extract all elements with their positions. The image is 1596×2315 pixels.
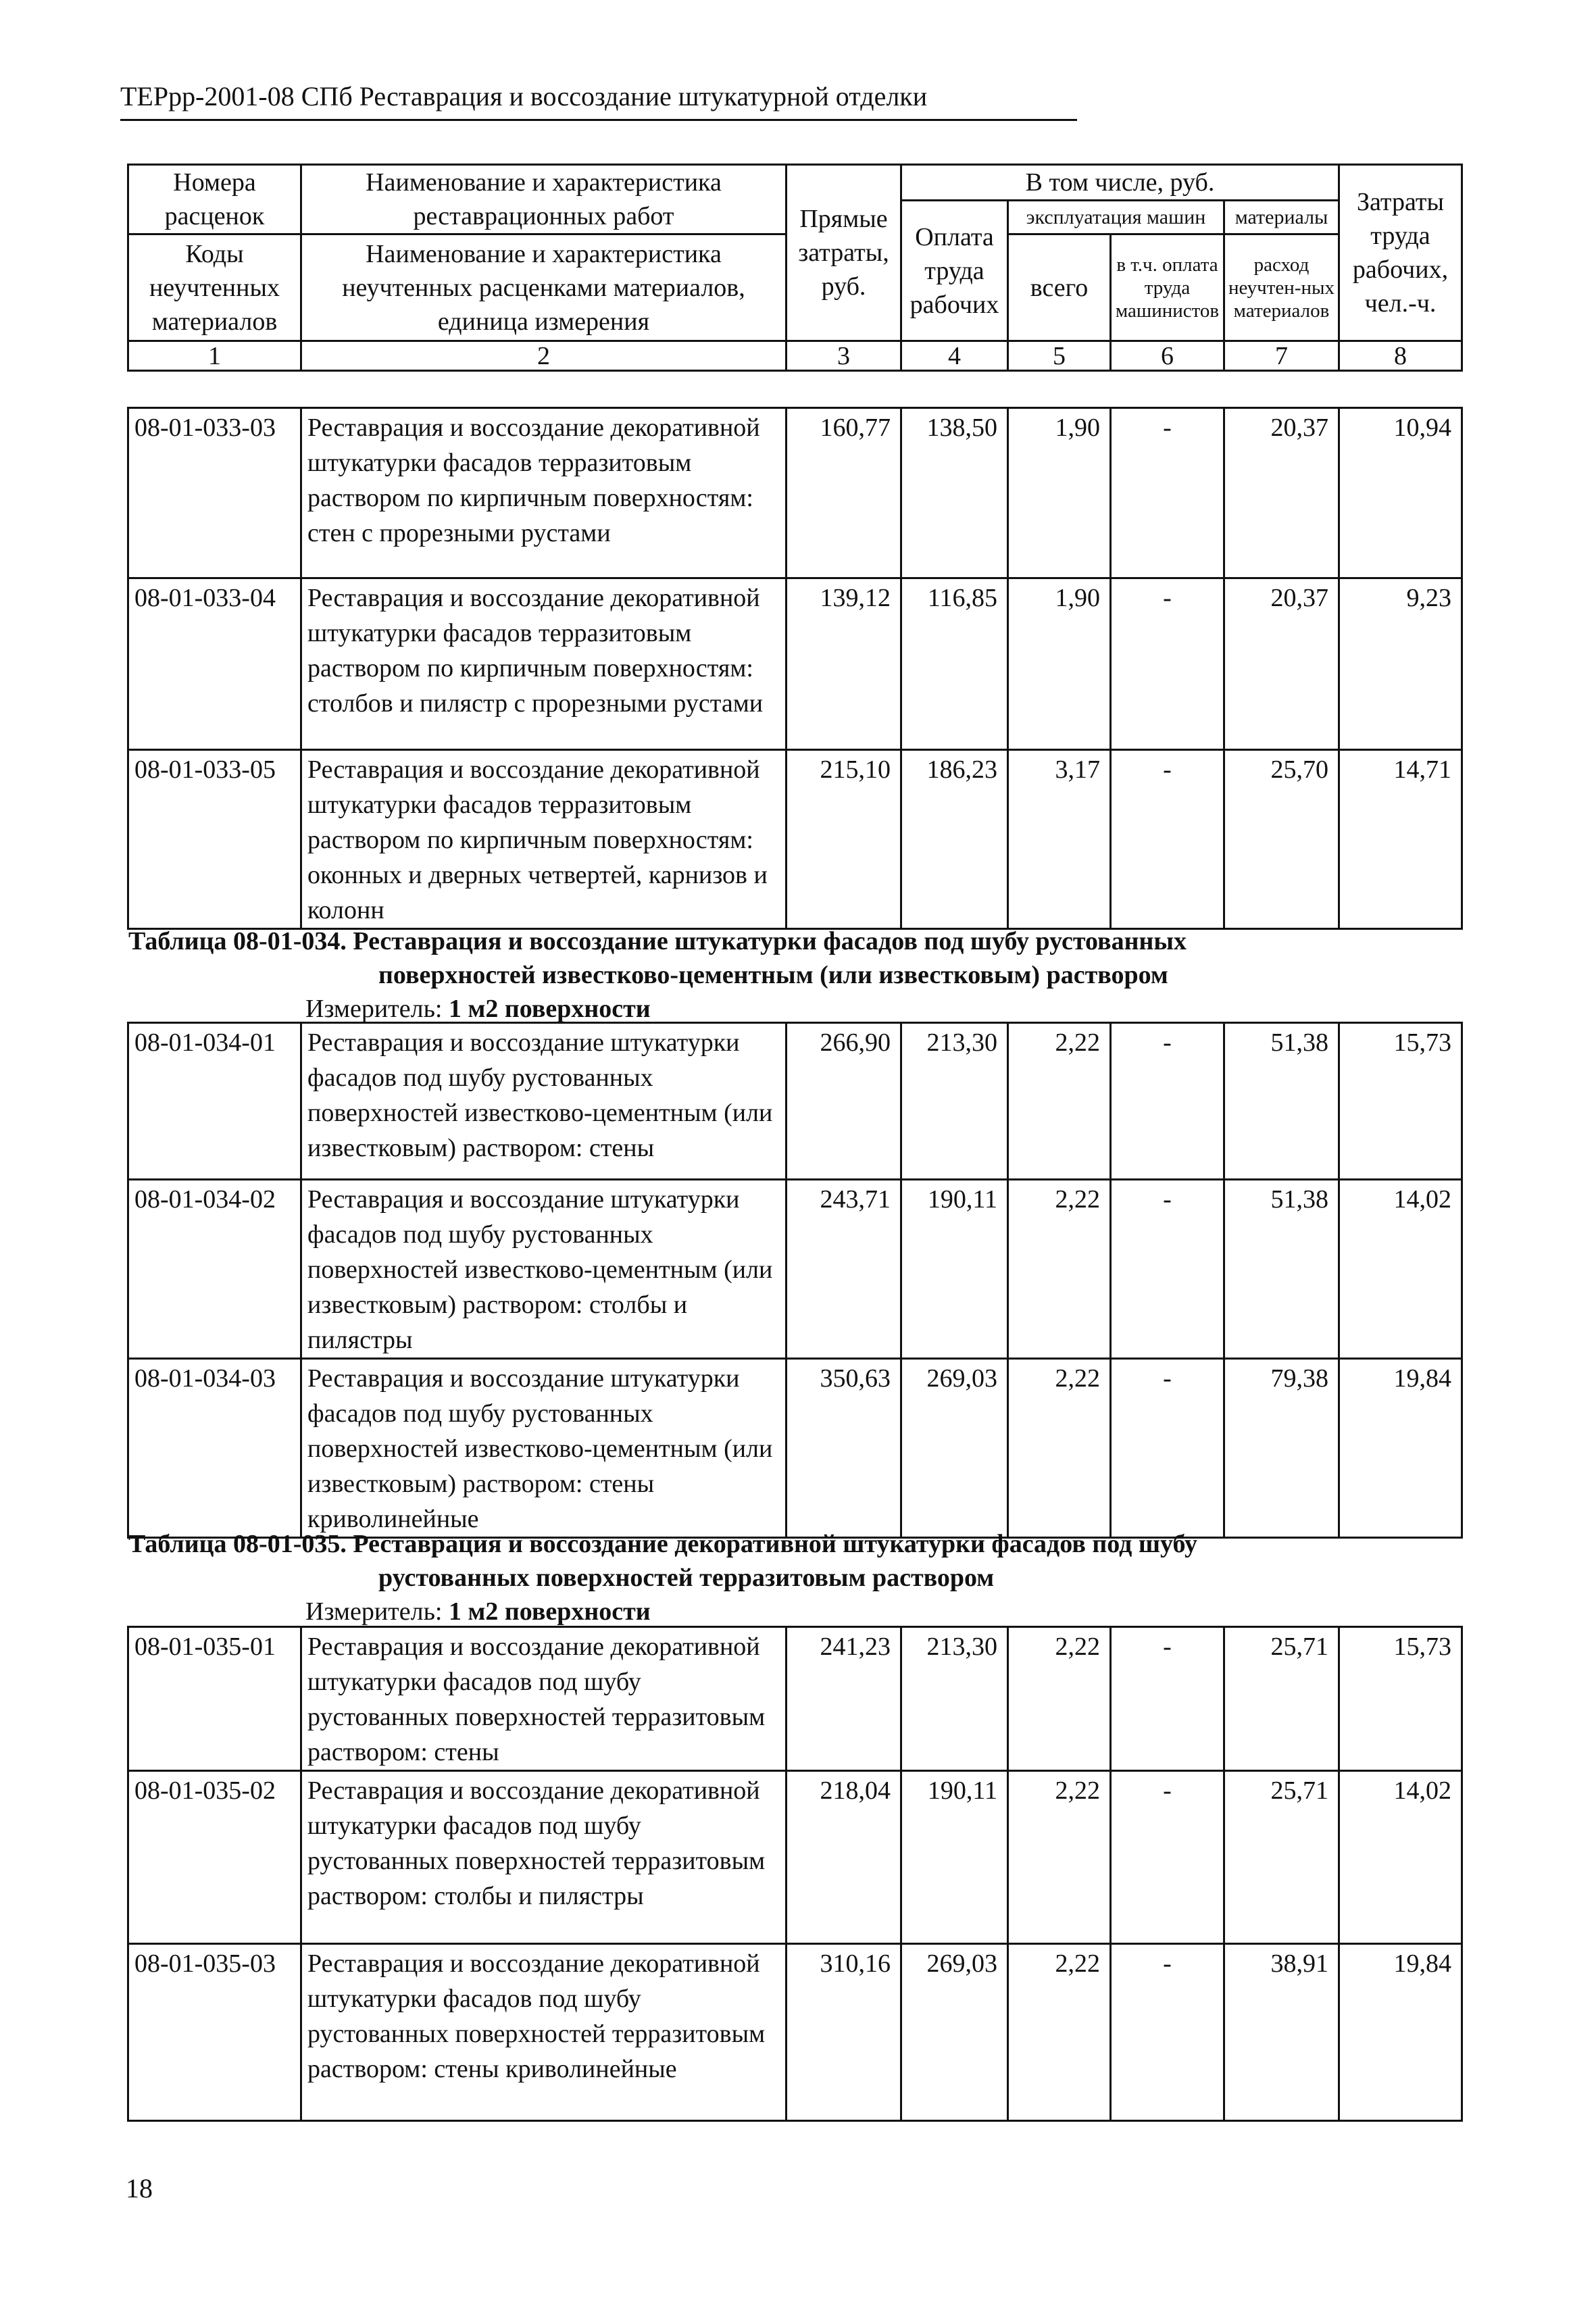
column-index: 1	[128, 341, 301, 371]
materials-cost: 79,38	[1224, 1359, 1339, 1538]
materials-cost: 25,71	[1224, 1627, 1339, 1771]
labor-cost: 269,03	[901, 1359, 1008, 1538]
table-title-035	[128, 1527, 1331, 1595]
machinist-cost: -	[1111, 1771, 1224, 1944]
table-title-line: рустованных поверхностей терразитовым раствором	[378, 1564, 995, 1592]
column-index: 2	[301, 341, 787, 371]
measure-value: 1 м2 поверхности	[449, 1597, 651, 1626]
header-col4: Оплата труда рабочих	[901, 201, 1008, 341]
materials-cost: 20,37	[1224, 408, 1339, 578]
table-title-034	[128, 924, 1331, 992]
machinist-cost: -	[1111, 1944, 1224, 2121]
machinist-cost: -	[1111, 750, 1224, 929]
direct-cost: 139,12	[787, 578, 901, 750]
machine-cost: 1,90	[1008, 578, 1111, 750]
machinist-cost: -	[1111, 1627, 1224, 1771]
header-materials: материалы	[1224, 201, 1339, 234]
table-row	[128, 408, 1462, 578]
labor-hours: 14,02	[1339, 1771, 1462, 1944]
materials-cost: 25,70	[1224, 750, 1339, 929]
materials-cost: 51,38	[1224, 1180, 1339, 1359]
measure-value: 1 м2 поверхности	[449, 995, 651, 1023]
header-col7: расход неучтен-ных материалов	[1224, 234, 1339, 341]
measure-label: Измеритель:	[305, 1597, 443, 1626]
rate-description: Реставрация и воссоздание штукатурки фасадов под шубу рустованных поверхностей известково-цементным (или известковым) раствором: стены криволинейные	[301, 1359, 787, 1538]
labor-cost: 213,30	[901, 1627, 1008, 1771]
rate-description: Реставрация и воссоздание штукатурки фасадов под шубу рустованных поверхностей известково-цементным (или известковым) раствором: стены	[301, 1023, 787, 1180]
rate-code: 08-01-034-03	[128, 1359, 301, 1538]
rate-code: 08-01-035-01	[128, 1627, 301, 1771]
machinist-cost: -	[1111, 1180, 1224, 1359]
labor-cost: 116,85	[901, 578, 1008, 750]
running-title: ТЕРрр-2001-08 СПб Реставрация и воссоздание штукатурной отделки	[120, 80, 1077, 121]
materials-cost: 51,38	[1224, 1023, 1339, 1180]
machine-cost: 2,22	[1008, 1023, 1111, 1180]
direct-cost: 243,71	[787, 1180, 901, 1359]
rate-description: Реставрация и воссоздание декоративной штукатурки фасадов терразитовым раствором по кирпичным поверхностям: столбов и пилястр с прорезными рустами	[301, 578, 787, 750]
labor-hours: 9,23	[1339, 578, 1462, 750]
rate-code: 08-01-034-02	[128, 1180, 301, 1359]
materials-cost: 20,37	[1224, 578, 1339, 750]
labor-hours: 15,73	[1339, 1627, 1462, 1771]
rate-description: Реставрация и воссоздание декоративной штукатурки фасадов терразитовым раствором по кирпичным поверхностям: стен с прорезными рустами	[301, 408, 787, 578]
table-row	[128, 750, 1462, 929]
direct-cost: 241,23	[787, 1627, 901, 1771]
rate-code: 08-01-033-04	[128, 578, 301, 750]
measure-unit-034	[305, 993, 651, 1024]
labor-hours: 14,02	[1339, 1180, 1462, 1359]
table-title-line: поверхностей известково-цементным (или известковым) раствором	[378, 961, 1168, 989]
rates-table-033	[127, 407, 1463, 930]
rate-description: Реставрация и воссоздание декоративной штукатурки фасадов терразитовым раствором по кирпичным поверхностям: оконных и дверных четвертей, карнизов и колонн	[301, 750, 787, 929]
machinist-cost: -	[1111, 1359, 1224, 1538]
materials-cost: 38,91	[1224, 1944, 1339, 2121]
rate-description: Реставрация и воссоздание декоративной штукатурки фасадов под шубу рустованных поверхностей терразитовым раствором: стены криволинейные	[301, 1944, 787, 2121]
machine-cost: 2,22	[1008, 1359, 1111, 1538]
direct-cost: 218,04	[787, 1771, 901, 1944]
measure-unit-035	[305, 1596, 651, 1627]
header-machines: эксплуатация машин	[1008, 201, 1224, 234]
machinist-cost: -	[1111, 578, 1224, 750]
rate-code: 08-01-033-05	[128, 750, 301, 929]
rate-code: 08-01-035-03	[128, 1944, 301, 2121]
direct-cost: 160,77	[787, 408, 901, 578]
table-row	[128, 1180, 1462, 1359]
rate-code: 08-01-034-01	[128, 1023, 301, 1180]
direct-cost: 215,10	[787, 750, 901, 929]
labor-cost: 138,50	[901, 408, 1008, 578]
page-number: 18	[126, 2173, 153, 2204]
table-title-line: Таблица 08-01-034. Реставрация и воссоздание штукатурки фасадов под шубу рустованных	[128, 927, 1187, 955]
table-row	[128, 1944, 1462, 2121]
header-col8: Затраты труда рабочих, чел.-ч.	[1339, 165, 1462, 341]
table-row	[128, 1771, 1462, 1944]
column-index: 7	[1224, 341, 1339, 371]
header-group: В том числе, руб.	[901, 165, 1339, 201]
column-index: 6	[1111, 341, 1224, 371]
machine-cost: 2,22	[1008, 1180, 1111, 1359]
column-index: 3	[787, 341, 901, 371]
header-col3: Прямые затраты, руб.	[787, 165, 901, 341]
machine-cost: 3,17	[1008, 750, 1111, 929]
header-col2-top: Наименование и характеристика реставрационных работ	[301, 165, 787, 234]
direct-cost: 350,63	[787, 1359, 901, 1538]
column-index: 4	[901, 341, 1008, 371]
labor-cost: 269,03	[901, 1944, 1008, 2121]
rates-table-035	[127, 1626, 1463, 2122]
machinist-cost: -	[1111, 408, 1224, 578]
labor-hours: 14,71	[1339, 750, 1462, 929]
header-col1-bottom: Коды неучтенных материалов	[128, 234, 301, 341]
labor-cost: 190,11	[901, 1771, 1008, 1944]
materials-cost: 25,71	[1224, 1771, 1339, 1944]
header-col6: в т.ч. оплата труда машинистов	[1111, 234, 1224, 341]
direct-cost: 266,90	[787, 1023, 901, 1180]
column-index: 5	[1008, 341, 1111, 371]
header-col1-top: Номера расценок	[128, 165, 301, 234]
header-col5: всего	[1008, 234, 1111, 341]
machine-cost: 2,22	[1008, 1627, 1111, 1771]
labor-cost: 213,30	[901, 1023, 1008, 1180]
labor-hours: 10,94	[1339, 408, 1462, 578]
labor-cost: 186,23	[901, 750, 1008, 929]
table-row	[128, 1627, 1462, 1771]
machine-cost: 2,22	[1008, 1944, 1111, 2121]
machinist-cost: -	[1111, 1023, 1224, 1180]
table-row	[128, 578, 1462, 750]
rate-code: 08-01-033-03	[128, 408, 301, 578]
direct-cost: 310,16	[787, 1944, 901, 2121]
column-index: 8	[1339, 341, 1462, 371]
header-col2-bottom: Наименование и характеристика неучтенных расценками материалов, единица измерения	[301, 234, 787, 341]
rates-table-034	[127, 1022, 1463, 1539]
labor-hours: 19,84	[1339, 1944, 1462, 2121]
rate-code: 08-01-035-02	[128, 1771, 301, 1944]
table-row	[128, 1023, 1462, 1180]
column-header-table	[127, 164, 1463, 372]
machine-cost: 2,22	[1008, 1771, 1111, 1944]
table-title-line: Таблица 08-01-035. Реставрация и воссоздание декоративной штукатурки фасадов под шубу	[128, 1530, 1198, 1558]
rate-description: Реставрация и воссоздание декоративной штукатурки фасадов под шубу рустованных поверхностей терразитовым раствором: столбы и пилястры	[301, 1771, 787, 1944]
labor-hours: 15,73	[1339, 1023, 1462, 1180]
rate-description: Реставрация и воссоздание штукатурки фасадов под шубу рустованных поверхностей известково-цементным (или известковым) раствором: столбы и пилястры	[301, 1180, 787, 1359]
labor-cost: 190,11	[901, 1180, 1008, 1359]
table-row	[128, 1359, 1462, 1538]
labor-hours: 19,84	[1339, 1359, 1462, 1538]
machine-cost: 1,90	[1008, 408, 1111, 578]
measure-label: Измеритель:	[305, 995, 443, 1023]
rate-description: Реставрация и воссоздание декоративной штукатурки фасадов под шубу рустованных поверхностей терразитовым раствором: стены	[301, 1627, 787, 1771]
